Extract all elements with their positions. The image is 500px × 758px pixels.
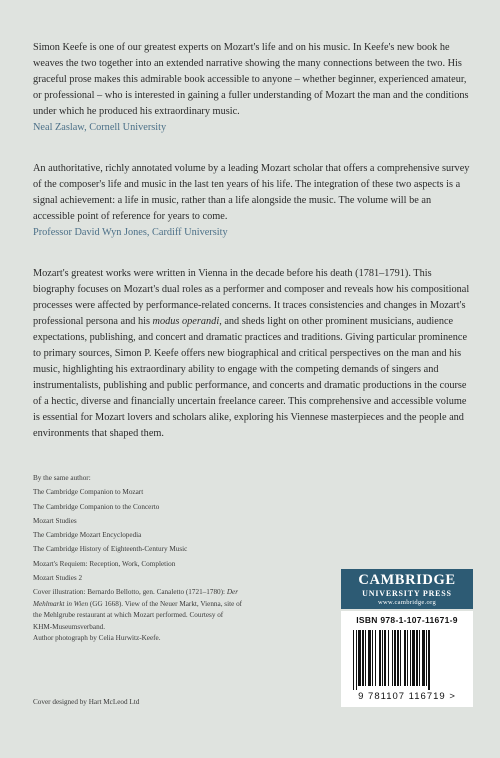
cover-credits: [33, 587, 243, 645]
praise-quote-1: [33, 40, 473, 136]
credit-text: Cover illustration: Bernardo Bellotto, gen. Canaletto (1721–1780):: [33, 588, 227, 596]
cover-illustration-credit: [33, 587, 243, 633]
isbn-label: ISBN 978-1-107-11671-9: [356, 615, 458, 625]
description-italic: modus operandi: [152, 316, 220, 327]
book-title: Mozart Studies 2: [33, 574, 83, 583]
publisher-logo: [341, 569, 473, 609]
book-title: The Cambridge Companion to the Concerto: [33, 502, 160, 511]
photo-credit: Author photograph by Celia Hurwitz-Keefe.: [33, 634, 161, 642]
praise-attribution: Professor David Wyn Jones, Cardiff University: [33, 227, 228, 238]
barcode-digits: 9 781107 116719 >: [358, 691, 456, 702]
description-text: Mozart's greatest works were written in Vienna in the decade before his death (1781–1791). This biography focuses on Mozart's dual roles as a performer and composer and reveals how his compositional processes were affected by performance-related concerns. It traces consistencies and changes in Mozart's professional persona and his: [33, 268, 470, 327]
publisher-name: CAMBRIDGE: [358, 572, 456, 588]
painting-title: Der Mehlmarkt in Wien: [33, 588, 239, 608]
book-title: Mozart's Requiem: Reception, Work, Completion: [33, 559, 176, 568]
book-title: The Cambridge Mozart Encyclopedia: [33, 531, 142, 540]
praise-quote-2: [33, 161, 473, 241]
same-author-heading: By the same author:: [33, 474, 91, 482]
credit-text: (GG 1668). View of the Neuer Markt, Vienna, site of the Mehlgrube restaurant at which Mozart performed. Courtesy of KHM-Museumsverband.: [33, 599, 243, 631]
publisher-url: www.cambridge.org: [378, 599, 436, 606]
isbn-barcode: [341, 611, 473, 707]
book-title: The Cambridge History of Eighteenth-Century Music: [33, 545, 188, 554]
book-title: Mozart Studies: [33, 516, 77, 525]
book-title: The Cambridge Companion to Mozart: [33, 488, 144, 497]
same-author-list: [33, 471, 333, 585]
praise-text: Simon Keefe is one of our greatest experts on Mozart's life and on his music. In Keefe's new book he weaves the two together into an extended narrative showing the many connections between the two. His graceful prose makes this admirable book accessible to anyone – whether beginner, experienced amateur, or professional – who is interested in gaining a fuller understanding of Mozart the man and the conditions under which he produced his extraordinary music.: [33, 42, 469, 117]
publisher-subname: UNIVERSITY PRESS: [362, 589, 452, 598]
praise-text: An authoritative, richly annotated volume by a leading Mozart scholar that offers a comprehensive survey of the composer's life and music in the last ten years of his life. The integration of these two aspects is a signal achievement: a life in music, rather than a life alongside the music. The volume will be an accessible point of reference for years to come.: [33, 163, 470, 222]
description-paragraph: [33, 266, 473, 442]
book-description: [33, 266, 473, 442]
description-text: , and sheds light on other prominent musicians, audience expectations, publishing, and concert and dramatic practices and traditions. Giving particular prominence to primary sources, Simon P. Keefe offers new biographical and critical perspectives on the man and his music, highlighting his extraordinary ability to engage with the competing demands of singers and instrumentalists, publishing and public performance, and concerts and dramatic productions in the course of a hectic, diverse and financially uncertain freelance career. This comprehensive and accessible volume is essential for Mozart lovers and scholars alike, exploring his Viennese masterpieces and the people and environments that shaped them.: [33, 316, 468, 439]
design-credit: Cover designed by Hart McLeod Ltd: [33, 698, 140, 706]
praise-attribution: Neal Zaslaw, Cornell University: [33, 122, 167, 133]
barcode-bars-icon: [353, 630, 461, 690]
